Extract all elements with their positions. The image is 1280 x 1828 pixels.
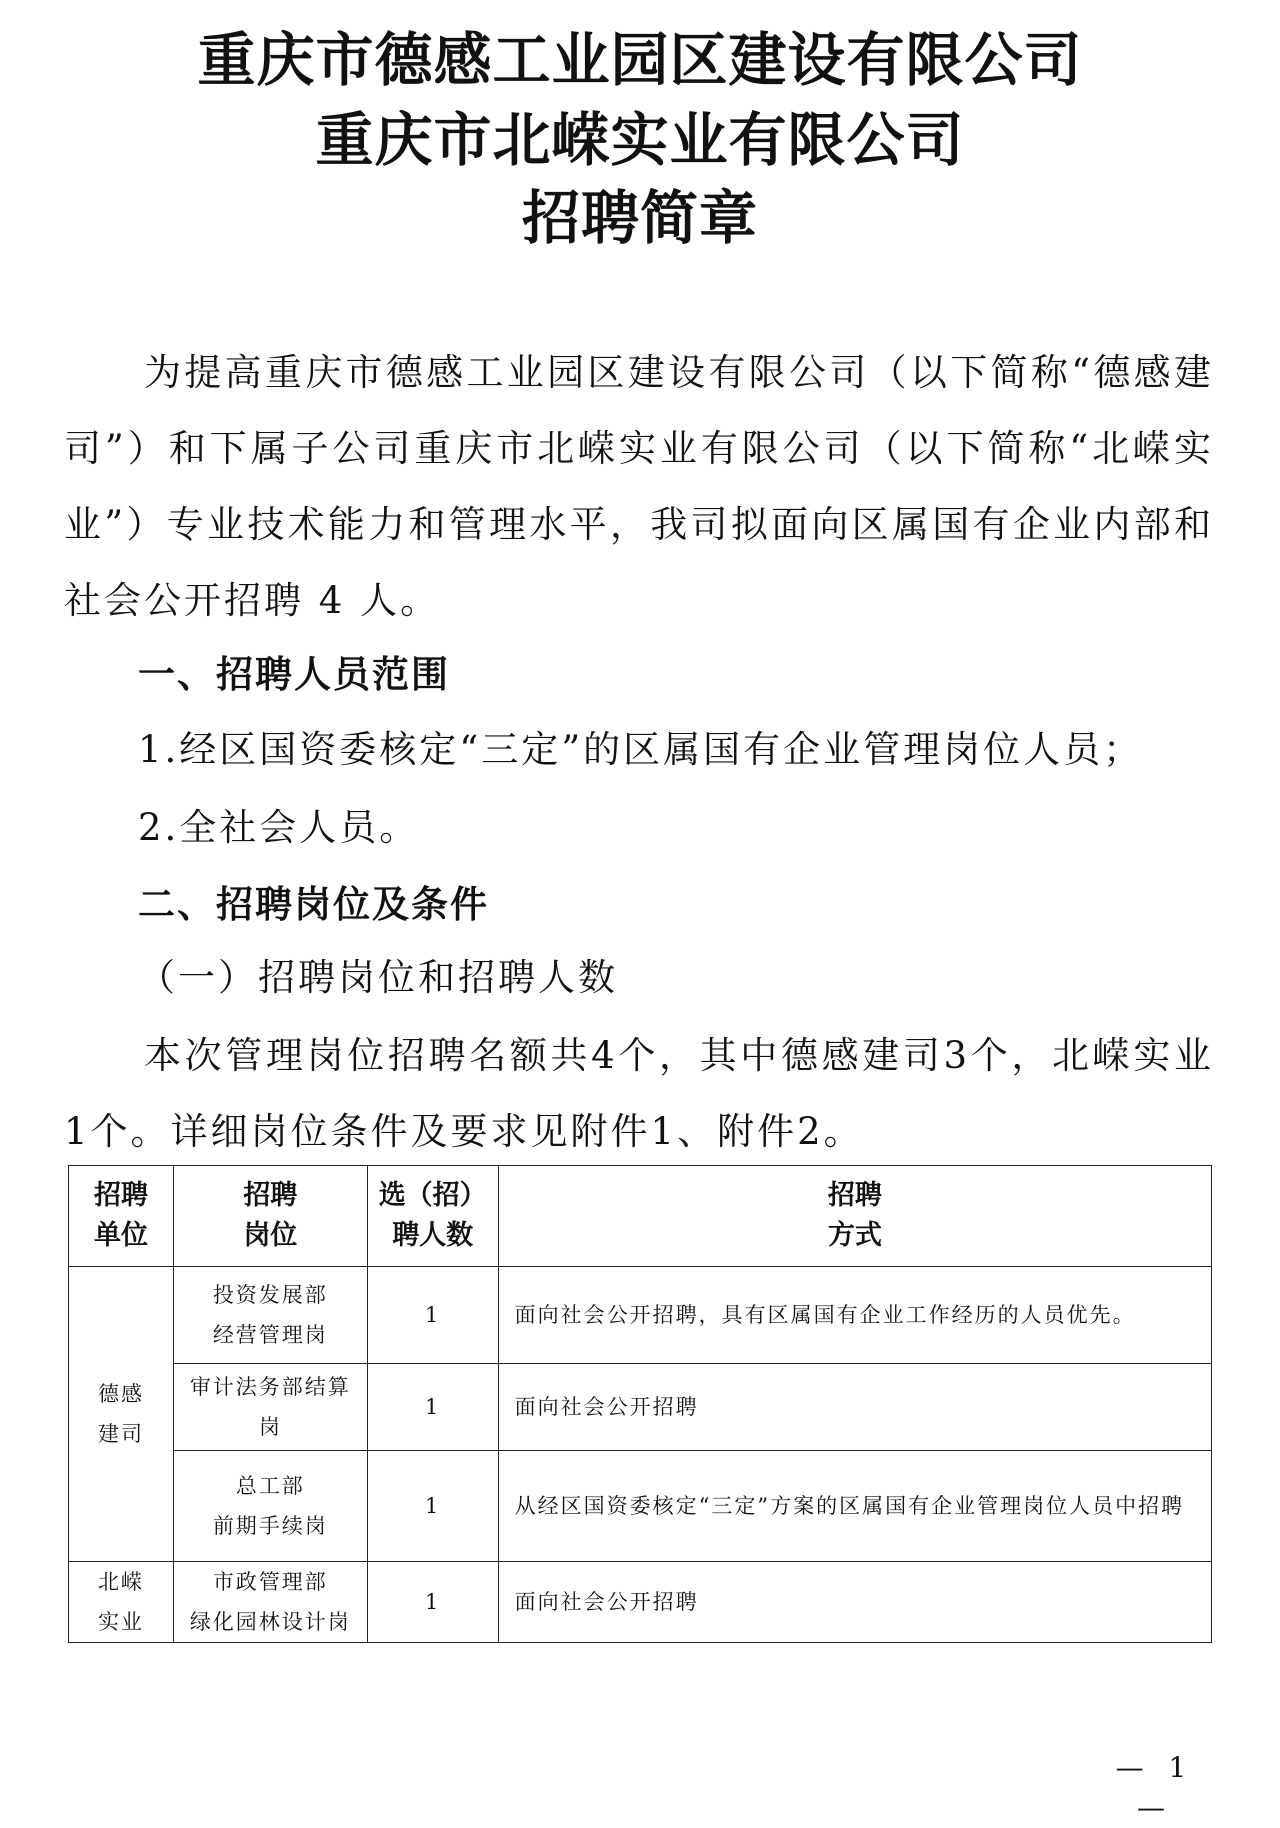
post-cell: 审计法务部结算 岗 [173,1364,367,1451]
count-cell: 1 [367,1451,498,1562]
header-unit: 招聘 单位 [69,1166,174,1267]
scope-item-2: 2.全社会人员。 [138,806,420,849]
table-row [69,1451,1212,1562]
scope-item-1: 1.经区国资委核定“三定”的区属国有企业管理岗位人员； [138,728,1144,771]
header-post: 招聘 岗位 [173,1166,367,1267]
title-company-2: 重庆市北嵘实业有限公司 [315,106,965,174]
section-heading-positions: 二、招聘岗位及条件 [138,883,489,926]
count-cell: 1 [367,1562,498,1643]
method-cell: 面向社会公开招聘 [498,1364,1211,1451]
table-row [69,1562,1212,1643]
method-cell: 面向社会公开招聘，具有区属国有企业工作经历的人员优先。 [498,1267,1211,1364]
positions-paragraph: 本次管理岗位招聘名额共4个，其中德感建司3个，北嵘实业1个。详细岗位条件及要求见附件1、附件2。 [64,1034,1214,1153]
page-number: — 1 — [1115,1751,1195,1824]
method-cell: 从经区国资委核定“三定”方案的区属国有企业管理岗位人员中招聘 [498,1451,1211,1562]
title-recruitment-brochure: 招聘简章 [521,184,758,252]
unit-cell-degan: 德感 建司 [69,1267,174,1562]
table-header-row [69,1166,1212,1267]
recruitment-table [68,1165,1212,1643]
post-cell: 市政管理部 绿化园林设计岗 [173,1562,367,1643]
table-row [69,1267,1212,1364]
unit-cell-beirong: 北嵘 实业 [69,1562,174,1643]
intro-paragraph: 为提高重庆市德感工业园区建设有限公司（以下简称“德感建司”）和下属子公司重庆市北嵘实业有限公司（以下简称“北嵘实业”）专业技术能力和管理水平，我司拟面向区属国有企业内部和社会公开招聘 4 人。 [64,351,1214,622]
header-count: 选（招） 聘人数 [367,1166,498,1267]
post-cell: 投资发展部 经营管理岗 [173,1267,367,1364]
table-row [69,1364,1212,1451]
post-cell: 总工部 前期手续岗 [173,1451,367,1562]
header-method: 招聘 方式 [498,1166,1211,1267]
section-heading-scope: 一、招聘人员范围 [138,653,450,696]
method-cell: 面向社会公开招聘 [498,1562,1211,1643]
count-cell: 1 [367,1267,498,1364]
sub-heading-positions-count: （一）招聘岗位和招聘人数 [138,956,618,999]
title-company-1: 重庆市德感工业园区建设有限公司 [197,26,1083,94]
count-cell: 1 [367,1364,498,1451]
